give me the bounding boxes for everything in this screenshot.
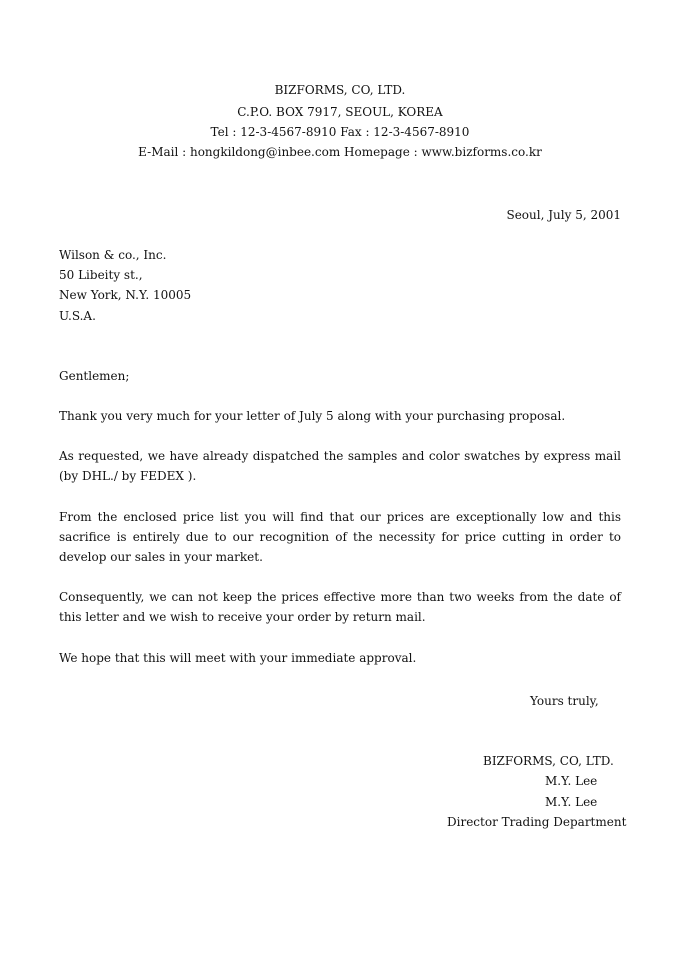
letterhead-tel-fax: Tel : 12-3-4567-8910 Fax : 12-3-4567-8910 — [210, 125, 470, 139]
body-paragraph-4-line-1: Consequently, we can not keep the prices effective more than two weeks from the date of — [59, 590, 621, 604]
body-paragraph-3-line-1: From the enclosed price list you will find that our prices are exceptionally low and this — [59, 510, 621, 524]
body-paragraph-4-line-2: this letter and we wish to receive your order by return mail. — [59, 610, 426, 624]
signature-title: Director Trading Department — [447, 815, 627, 829]
signature-company: BIZFORMS, CO, LTD. — [483, 754, 614, 768]
letterhead-address: C.P.O. BOX 7917, SEOUL, KOREA — [237, 105, 443, 119]
letterhead-email-homepage: E-Mail : hongkildong@inbee.com Homepage : www.bizforms.co.kr — [138, 145, 542, 159]
body-paragraph-1: Thank you very much for your letter of July 5 along with your purchasing proposal. — [59, 409, 566, 423]
signature-name-1: M.Y. Lee — [545, 774, 598, 788]
closing: Yours truly, — [530, 694, 599, 708]
letterhead-company: BIZFORMS, CO, LTD. — [274, 83, 406, 97]
date-line: Seoul, July 5, 2001 — [506, 208, 621, 222]
body-paragraph-5: We hope that this will meet with your immediate approval. — [59, 651, 417, 665]
signature-name-2: M.Y. Lee — [545, 795, 598, 809]
recipient-name: Wilson & co., Inc. — [59, 248, 167, 262]
recipient-city: New York, N.Y. 10005 — [59, 288, 192, 302]
body-paragraph-3-line-3: develop our sales in your market. — [59, 550, 263, 564]
recipient-country: U.S.A. — [59, 309, 96, 323]
body-paragraph-3-line-2: sacrifice is entirely due to our recognition of the necessity for price cutting in order to — [59, 530, 621, 544]
body-paragraph-2-line-1: As requested, we have already dispatched the samples and color swatches by express mail — [59, 449, 621, 463]
body-paragraph-2-line-2: (by DHL./ by FEDEX ). — [59, 469, 197, 483]
salutation: Gentlemen; — [59, 369, 130, 383]
recipient-street: 50 Libeity st., — [59, 268, 143, 282]
